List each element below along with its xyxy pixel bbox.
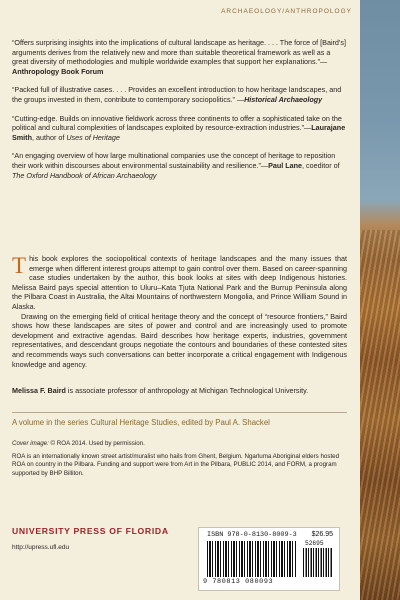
book-description bbox=[12, 254, 347, 369]
isbn-barcode bbox=[198, 527, 340, 591]
isbn-number: ISBN 978-0-8130-8009-3 bbox=[207, 531, 297, 539]
blurb-1 bbox=[12, 38, 347, 76]
blurb-work: Uses of Heritage bbox=[66, 132, 120, 142]
blurb-work: The Oxford Handbook of African Archaeology bbox=[12, 170, 157, 180]
cover-image-credit bbox=[12, 440, 347, 448]
series-suffix: , edited by Paul A. Shackel bbox=[177, 418, 270, 427]
publisher-url[interactable]: http://upress.ufl.edu bbox=[12, 544, 70, 551]
blurb-source: Paul Lane bbox=[268, 160, 303, 170]
blurb-2 bbox=[12, 85, 347, 104]
grassland-texture bbox=[360, 230, 400, 600]
review-blurbs bbox=[12, 38, 347, 189]
barcode-addon-number: 52695 bbox=[305, 540, 324, 547]
divider bbox=[12, 412, 347, 413]
blurb-quote: “An engaging overview of how large multinational companies use the concept of heritage to reposition their work within discourses about environmental sustainability and resilience.”— bbox=[12, 151, 336, 170]
publisher-name: UNIVERSITY PRESS OF FLORIDA bbox=[12, 526, 169, 536]
author-bio-text: is associate professor of anthropology at Michigan Technological University. bbox=[65, 386, 309, 395]
series-name: Cultural Heritage Studies bbox=[90, 418, 178, 427]
series-note bbox=[12, 418, 347, 427]
description-text-1: his book explores the sociopolitical contexts of heritage landscapes and the many issues that emerge when different interest groups attempt to gain control over them. Based on career-spanning case studies undertaken by the author, this book looks at sites with deep Indigenous histories. Melissa Baird pays special attention to Uluru–Kata Tjuta National Park and the Burrup Peninsula along the Pilbara Coast in Australia, the Altai Mountains of northwestern Mongolia, and Prince William Sound in Alaska. bbox=[12, 254, 347, 311]
category-label: ARCHAEOLOGY/ANTHROPOLOGY bbox=[221, 8, 352, 15]
cover-credit-label: Cover image: bbox=[12, 440, 49, 447]
cover-photo-strip bbox=[360, 0, 400, 600]
blurb-quote: “Packed full of illustrative cases. . . . Provides an excellent introduction to how heritage landscapes, and the groups invested in them, contribute to contemporary sociopolitics.” — bbox=[12, 85, 342, 104]
author-name: Melissa F. Baird bbox=[12, 386, 66, 395]
blurb-source: Anthropology Book Forum bbox=[12, 66, 104, 76]
blurb-suffix: , author of bbox=[31, 132, 67, 142]
cover-credit-text: © ROA 2014. Used by permission. bbox=[48, 440, 145, 447]
description-paragraph-2: Drawing on the emerging field of critical heritage theory and the concept of “resource frontiers,” Baird shows how these landscapes are sites of power and control and are increasingly used to promote development and extractive agendas. Baird describes how heritage experts, industries, government representatives, and descendant groups negotiate the contours and boundaries of these contested sites and recommends ways such conversations can better incorporate a critical engagement with Indigenous knowledge and agency. bbox=[12, 311, 347, 369]
series-prefix: A volume in the series bbox=[12, 418, 91, 427]
blurb-3 bbox=[12, 114, 347, 143]
barcode-digits: 9 780813 080093 bbox=[203, 578, 274, 586]
artist-note: ROA is an internationally known street artist/muralist who hails from Ghent, Belgium. Ngarluma Aboriginal elders hosted ROA on country in the Pilbara. Funding and support were from Art in the Pilbara, PUBLIC 2014, and FORM, a program supported by BHP Billiton. bbox=[12, 453, 340, 477]
price-label: $26.95 bbox=[311, 531, 333, 538]
barcode-bars bbox=[207, 541, 297, 577]
blurb-quote: “Offers surprising insights into the implications of cultural landscape as heritage. . . . The force of [Baird’s] arguments derives from the relatively new and more than suitable theoretical framework as well as a great diversity of methodologies and multiple worldwide examples that support her explanations.”— bbox=[12, 38, 346, 67]
author-bio bbox=[12, 386, 347, 396]
drop-cap: T bbox=[12, 253, 27, 278]
blurb-quote: “Cutting-edge. Builds on innovative fieldwork across three continents to offer a sophisticated take on the political and cultural complexities of landscapes exploited by resource-extraction industries.”— bbox=[12, 113, 342, 133]
description-paragraph-1 bbox=[12, 254, 347, 312]
barcode-addon-bars bbox=[303, 548, 333, 577]
blurb-suffix: , coeditor of bbox=[302, 160, 340, 170]
blurb-source: Laurajane Smith bbox=[12, 123, 346, 142]
blurb-source: Historical Archaeology bbox=[244, 94, 323, 104]
blurb-4 bbox=[12, 151, 347, 180]
